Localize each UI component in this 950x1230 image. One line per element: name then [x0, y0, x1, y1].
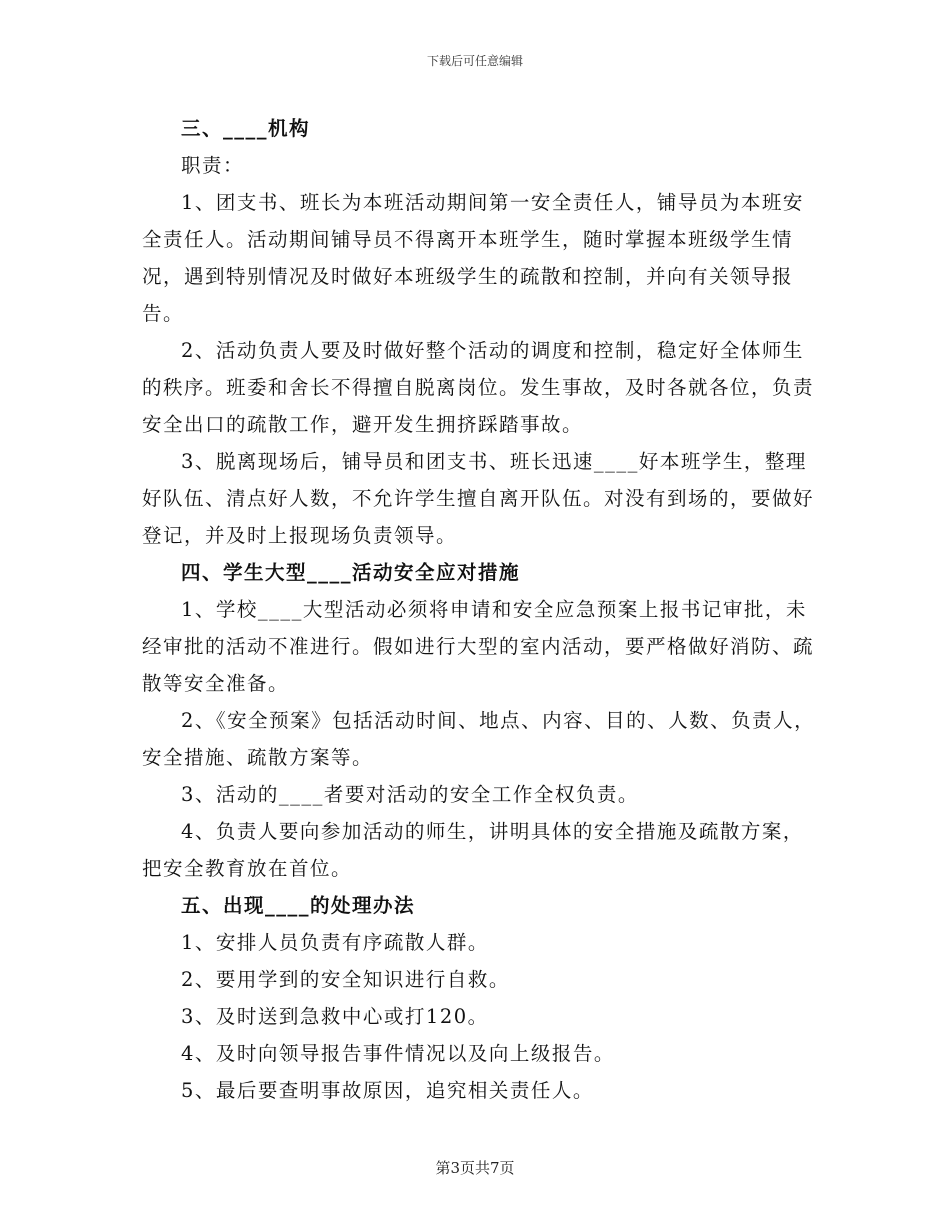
paragraph: 1、团支书、班长为本班活动期间第一安全责任人，铺导员为本班安全责任人。活动期间铺导员不得离开本班学生，随时掌握本班级学生情况，遇到特别情况及时做好本班级学生的疏散和控制，并向有关领导报告。 — [142, 191, 804, 325]
paragraph: 2、《安全预案》包括活动时间、地点、内容、目的、人数、负责人，安全措施、疏散方案等。 — [142, 709, 816, 769]
paragraph: 4、及时向领导报告事件情况以及向上级报告。 — [181, 1042, 615, 1065]
page-footer: 第3页共7页 — [435, 1159, 515, 1177]
paragraph: 3、活动的____者要对活动的安全工作全权负责。 — [181, 783, 639, 806]
paragraph: 3、脱离现场后，铺导员和团支书、班长迅速____好本班学生，整理好队伍、清点好人数，不允许学生擅自离开队伍。对没有到场的，要做好登记，并及时上报现场负责领导。 — [142, 450, 815, 547]
paragraph: 1、学校____大型活动必须将申请和安全应急预案上报书记审批，未经审批的活动不准进行。假如进行大型的室内活动，要严格做好消防、疏散等安全准备。 — [142, 598, 815, 695]
document-body — [142, 110, 822, 1109]
paragraph: 职责： — [181, 154, 245, 177]
section-heading: 五、出现____的处理办法 — [181, 894, 416, 917]
paragraph: 5、最后要查明事故原因，追究相关责任人。 — [181, 1079, 594, 1102]
paragraph: 1、安排人员负责有序疏散人群。 — [181, 931, 489, 954]
paragraph: 4、负责人要向参加活动的师生，讲明具体的安全措施及疏散方案，把安全教育放在首位。 — [142, 820, 804, 880]
section-heading: 三、____机构 — [181, 117, 311, 140]
paragraph: 3、及时送到急救中心或打120。 — [181, 1005, 489, 1028]
page-header: 下载后可任意编辑 — [426, 54, 523, 68]
section-heading: 四、学生大型____活动安全应对措施 — [181, 561, 521, 584]
paragraph: 2、活动负责人要及时做好整个活动的调度和控制，稳定好全体师生的秩序。班委和舍长不得擅自脱离岗位。发生事故，及时各就各位，负责安全出口的疏散工作，避开发生拥挤踩踏事故。 — [142, 339, 815, 436]
paragraph: 2、要用学到的安全知识进行自救。 — [181, 968, 510, 991]
